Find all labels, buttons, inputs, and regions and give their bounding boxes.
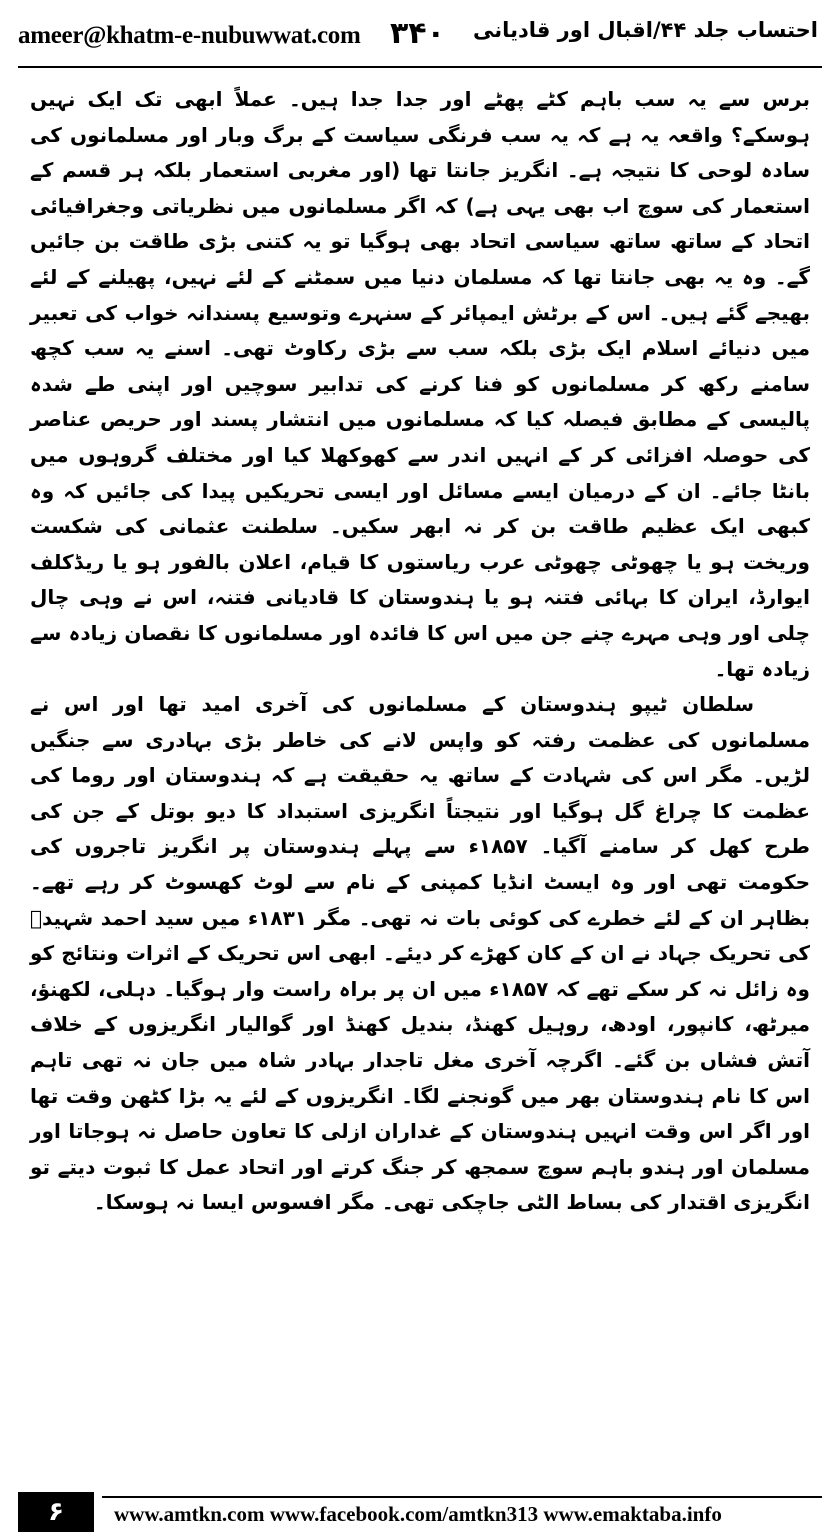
- footer-rule: [102, 1496, 822, 1498]
- paragraph-1: برس سے یہ سب باہم کٹے پھٹے اور جدا جدا ہیں۔ عملاً ابھی تک ایک نہیں ہوسکے؟ واقعہ یہ ہے کہ یہ سب فرنگی سیاست کے برگ وبار اور مسلمانوں کی سادہ لوحی کا نتیجہ ہے۔ انگریز جانتا تھا (اور مغربی استعمار بلکہ ہر قسم کے استعمار کی سوچ اب بھی یہی ہے) کہ اگر مسلمانوں میں نظریاتی وجغرافیائی اتحاد کے ساتھ ساتھ سیاسی اتحاد بھی ہوگیا تو یہ کتنی بڑی طاقت بن جائیں گے۔ وہ یہ بھی جانتا تھا کہ مسلمان دنیا میں سمٹنے کے لئے نہیں، پھیلنے کے لئے بھیجے گئے ہیں۔ اس کے برٹش ایمپائر کے سنہرے وتوسیع پسندانہ خواب کی تعبیر میں دنیائے اسلام ایک بڑی بلکہ سب سے بڑی رکاوٹ تھی۔ اسنے یہ سب کچھ سامنے رکھ کر مسلمانوں کو فنا کرنے کی تدابیر سوچیں اور اپنی طے شدہ پالیسی کے مطابق فیصلہ کیا کہ مسلمانوں میں انتشار پسند اور حریص عناصر کی حوصلہ افزائی کر کے انہیں اندر سے کھوکھلا کیا اور مختلف گروہوں میں بانٹا جائے۔ ان کے درمیان ایسے مسائل اور ایسی تحریکیں پیدا کی جائیں کہ وہ کبھی ایک عظیم طاقت بن کر نہ ابھر سکیں۔ سلطنت عثمانی کی شکست وریخت ہو یا چھوٹی چھوٹی عرب ریاستوں کا قیام، اعلان بالفور ہو یا ریڈکلف ایوارڈ، ایران کا بہائی فتنہ ہو یا ہندوستان کا قادیانی فتنہ، اس نے وہی چال چلی اور وہی مہرے چنے جن میں اس کا فائدہ اور مسلمانوں کا نقصان زیادہ سے زیادہ تھا۔: [30, 87, 810, 681]
- header-rule: [18, 66, 822, 68]
- footer-websites: www.amtkn.com www.facebook.com/amtkn313 www.emaktaba.info: [114, 1502, 722, 1526]
- header-email: ameer@khatm-e-nubuwwat.com: [18, 22, 361, 49]
- page-footer: [18, 1492, 822, 1532]
- page-number: ۳۴۰: [390, 16, 445, 51]
- footer-sheet-number: ۶: [18, 1492, 94, 1532]
- page-header: [18, 14, 822, 60]
- running-title: احتساب جلد ۴۴/اقبال اور قادیانی: [473, 18, 818, 42]
- body-text: [30, 82, 810, 1221]
- paragraph-2: سلطان ٹیپو ہندوستان کے مسلمانوں کی آخری امید تھا اور اس نے مسلمانوں کی عظمت رفتہ کو واپس لانے کی خاطر بڑی بہادری سے جنگیں لڑیں۔ مگر اس کی شہادت کے ساتھ یہ حقیقت ہے کہ ہندوستان اور روما کی عظمت کا چراغ گل ہوگیا اور نتیجتاً انگریزی استبداد کا دیو بوتل کے جن کی طرح کھل کر سامنے آگیا۔ ۱۸۵۷ء سے پہلے ہندوستان پر انگریز تاجروں کی حکومت تھی اور وہ ایسٹ انڈیا کمپنی کے نام سے لوٹ کھسوٹ کر رہے تھے۔ بظاہر ان کے لئے خطرے کی کوئی بات نہ تھی۔ مگر ۱۸۳۱ء میں سید احمد شہیدؒ کی تحریک جہاد نے ان کے کان کھڑے کر دیئے۔ ابھی اس تحریک کے اثرات ونتائج کو وہ زائل نہ کر سکے تھے کہ ۱۸۵۷ء میں ان پر براہ راست وار ہوگیا۔ دہلی، لکھنؤ، میرٹھ، کانپور، اودھ، روہیل کھنڈ، بندیل کھنڈ اور گوالیار انگریزوں کے خلاف آتش فشاں بن گئے۔ اگرچہ آخری مغل تاجدار بہادر شاہ میں جان نہ تھی تاہم اس کا نام ہندوستان بھر میں گونجنے لگا۔ انگریزوں کے لئے یہ بڑا کٹھن وقت تھا اور اگر اس وقت انہیں ہندوستان کے غداران ازلی کا تعاون حاصل نہ ہوجاتا اور مسلمان اور ہندو باہم سوچ سمجھ کر جنگ کرتے اور اتحاد عمل کا ثبوت دیتے تو انگریزی اقتدار کی بساط الٹی جاچکی تھی۔ مگر افسوس ایسا نہ ہوسکا۔: [30, 692, 810, 1215]
